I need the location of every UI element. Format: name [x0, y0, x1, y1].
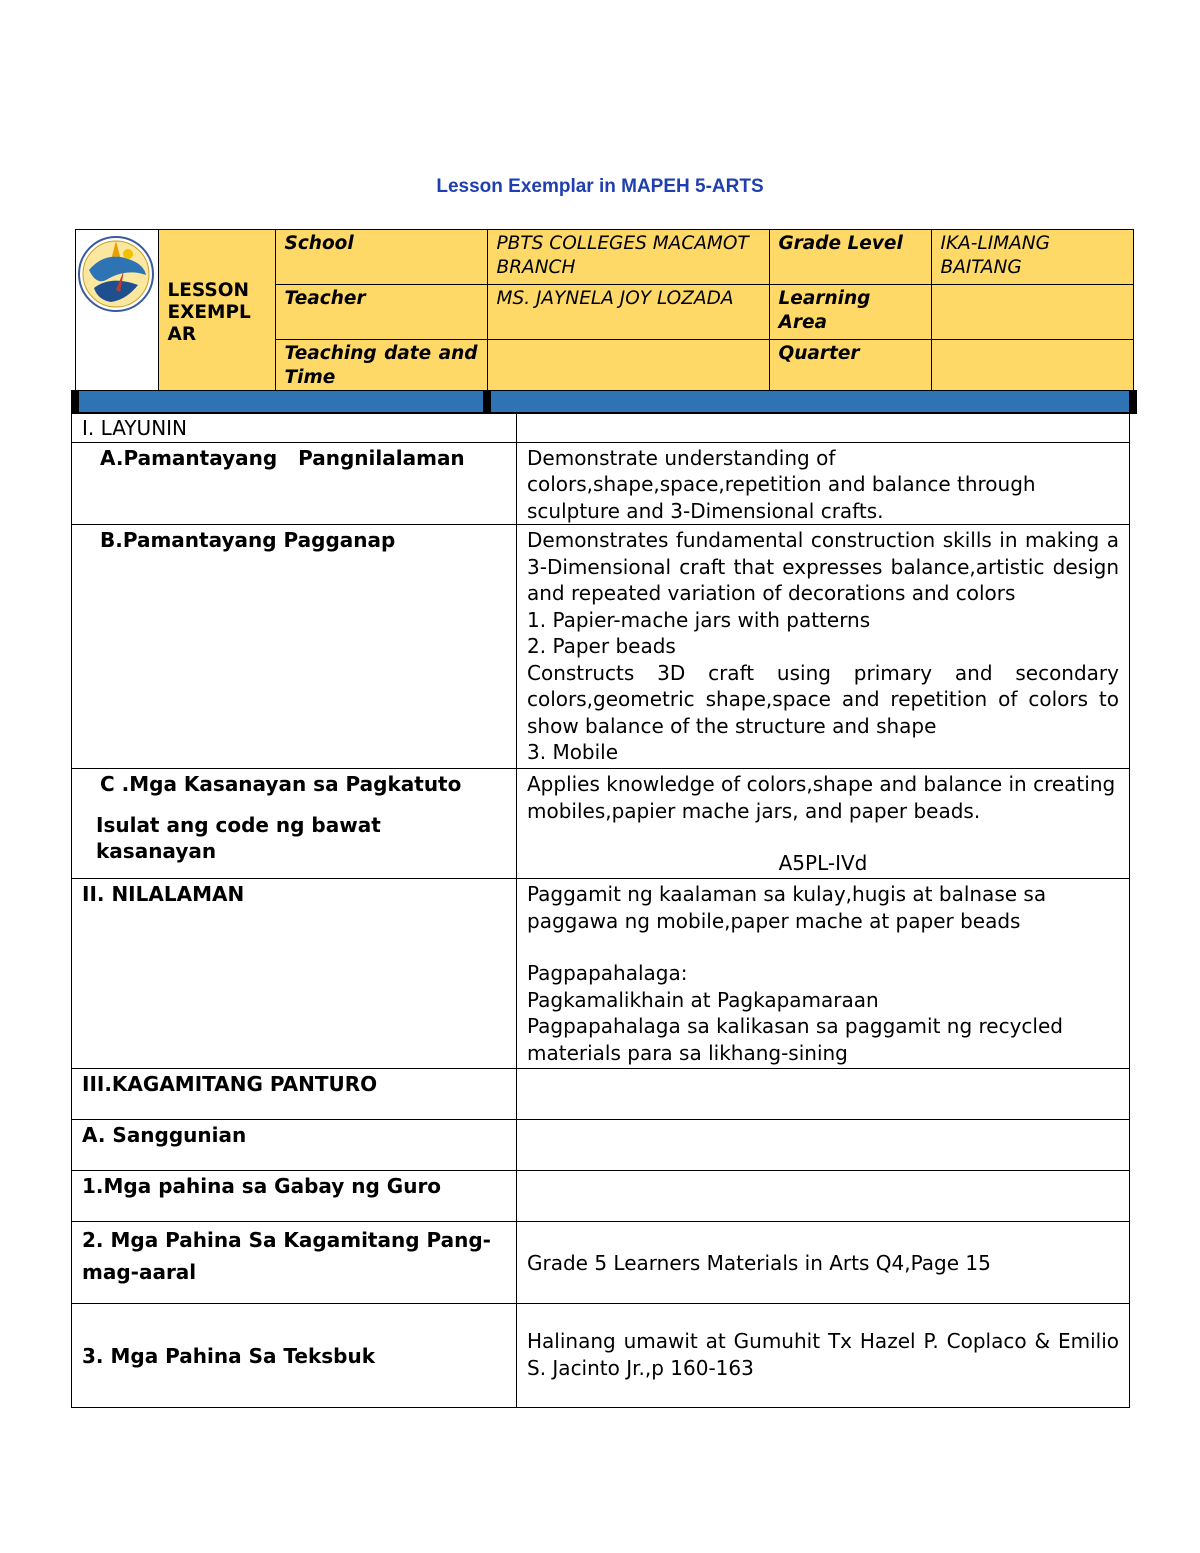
- table-row: [72, 1120, 1130, 1171]
- kasanayan-code: A5PL-IVd: [778, 851, 868, 875]
- grade-level-value: IKA-LIMANG BAITANG: [931, 230, 1133, 285]
- pamantayang-pagganap-label: B.Pamantayang Pagganap: [100, 528, 396, 552]
- kagamitang-pang-mag-aaral-label: 2. Mga Pahina Sa Kagamitang Pang-mag-aaral: [72, 1222, 517, 1304]
- school-value: PBTS COLLEGES MACAMOT BRANCH: [487, 230, 769, 285]
- lesson-table: [71, 412, 1130, 1408]
- table-row: [72, 1304, 1130, 1408]
- nilalaman-label: II. NILALAMAN: [72, 879, 517, 1069]
- pagganap-text-4: Constructs 3D craft using primary and secondary colors,geometric shape,space and repetition of colors to show balance of the structure and shape: [527, 660, 1119, 738]
- gabay-ng-guro-label: 1.Mga pahina sa Gabay ng Guro: [72, 1171, 517, 1222]
- pagganap-text-3: 2. Paper beads: [527, 634, 676, 658]
- teksbuk-label: 3. Mga Pahina Sa Teksbuk: [72, 1304, 517, 1408]
- kasanayan-text: Applies knowledge of colors,shape and balance in creating mobiles,papier mache jars, and paper beads.: [527, 772, 1116, 823]
- school-seal-icon: [76, 230, 159, 350]
- table-row: [72, 1222, 1130, 1304]
- table-row: [72, 879, 1130, 1069]
- table-row: [72, 1171, 1130, 1222]
- header-table: [71, 229, 1137, 414]
- kagamitang-pang-mag-aaral-text: Grade 5 Learners Materials in Arts Q4,Page 15: [517, 1222, 1130, 1304]
- table-row: [72, 413, 1130, 443]
- learning-area-value: [931, 285, 1133, 340]
- nilalaman-text-2: Pagpapahalaga:: [527, 961, 688, 985]
- quarter-label: Quarter: [769, 340, 931, 391]
- table-row: [72, 769, 1130, 879]
- grade-level-label: Grade Level: [769, 230, 931, 285]
- teacher-value: MS. JAYNELA JOY LOZADA: [487, 285, 769, 340]
- kasanayan-code-instruction: Isulat ang code ng bawat kasanayan: [96, 812, 381, 863]
- kagamitang-panturo-label: III.KAGAMITANG PANTURO: [72, 1069, 517, 1120]
- pagganap-text-1: Demonstrates fundamental construction skills in making a 3-Dimensional craft that expresses balance,artistic design and repeated variation of decorations and colors: [527, 528, 1119, 605]
- table-row: [72, 525, 1130, 769]
- document-title: Lesson Exemplar in MAPEH 5-ARTS: [436, 176, 764, 197]
- header-divider-bar: [75, 391, 1133, 414]
- lesson-exemplar-label: LESSON EXEMPL AR: [158, 230, 275, 391]
- pamantayang-pangnilalaman-text: Demonstrate understanding of colors,shape,space,repetition and balance through sculpture and 3-Dimensional crafts.: [517, 442, 1130, 525]
- teaching-date-value: [487, 340, 769, 391]
- nilalaman-text-4: Pagpapahalaga sa kalikasan sa paggamit ng recycled materials para sa likhang-sining: [527, 1014, 1063, 1065]
- learning-area-label: Learning Area: [769, 285, 931, 340]
- school-logo: [75, 230, 158, 391]
- school-label: School: [275, 230, 487, 285]
- table-row: [72, 1069, 1130, 1120]
- teksbuk-text: Halinang umawit at Gumuhit Tx Hazel P. Coplaco & Emilio S. Jacinto Jr.,p 160-163: [517, 1304, 1130, 1408]
- kasanayan-label: C .Mga Kasanayan sa Pagkatuto: [100, 772, 462, 796]
- nilalaman-text-3: Pagkamalikhain at Pagkapamaraan: [527, 987, 879, 1012]
- pagganap-text-5: 3. Mobile: [527, 740, 619, 764]
- teacher-label: Teacher: [275, 285, 487, 340]
- pagganap-text-2: 1. Papier-mache jars with patterns: [527, 607, 871, 632]
- table-row: [72, 442, 1130, 525]
- layunin-label: I. LAYUNIN: [72, 413, 517, 443]
- sanggunian-label: A. Sanggunian: [72, 1120, 517, 1171]
- teaching-date-label: Teaching date and Time: [275, 340, 487, 391]
- quarter-value: [931, 340, 1133, 391]
- pamantayang-pangnilalaman-label: A.Pamantayang Pangnilalaman: [100, 445, 465, 470]
- nilalaman-text-1: Paggamit ng kaalaman sa kulay,hugis at balnase sa paggawa ng mobile,paper mache at paper beads: [527, 882, 1047, 933]
